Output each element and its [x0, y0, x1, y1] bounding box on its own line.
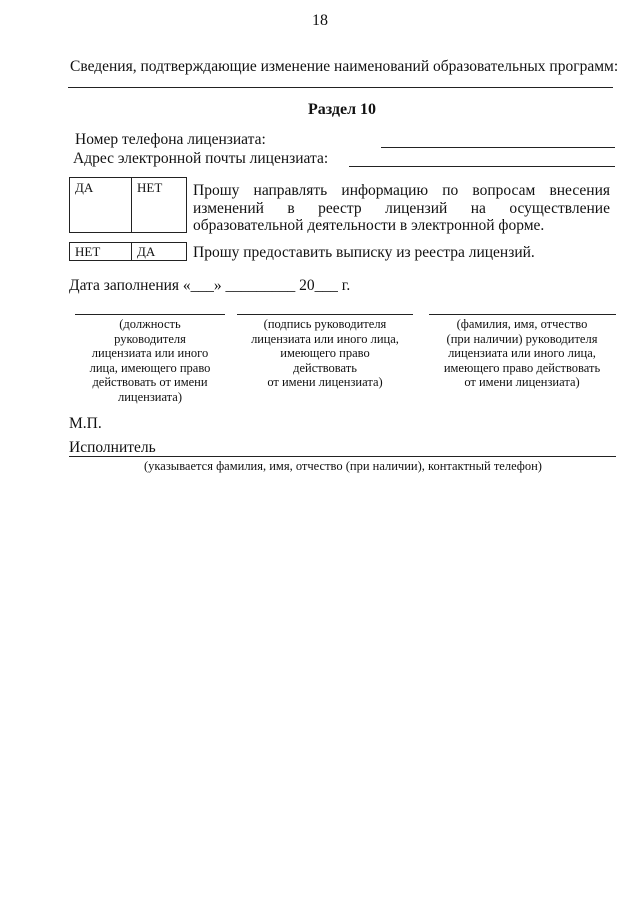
- position-caption: (должность руководителя лицензиата или иного лица, имеющего право действовать от имени лицензиата): [89, 317, 211, 404]
- position-signature-line[interactable]: [75, 314, 225, 315]
- electronic-form-request-text: Прошу направлять информацию по вопросам внесения изменений в реестр лицензий на осуществление образовательной деятельности в электронной форме.: [193, 182, 610, 234]
- page-number: 18: [312, 12, 328, 29]
- signature-caption: (подпись руководителя лицензиата или иного лица, имеющего право действовать от имени лицензиата): [251, 317, 399, 390]
- yes-label: ДА: [75, 180, 94, 195]
- yes-label: ДА: [137, 244, 156, 259]
- seal-label: М.П.: [69, 415, 102, 432]
- no-label: НЕТ: [137, 180, 163, 195]
- phone-label: Номер телефона лицензиата:: [75, 131, 266, 148]
- extract-no-checkbox[interactable]: [70, 243, 131, 260]
- section-title: Раздел 10: [307, 101, 377, 118]
- executor-line[interactable]: [69, 456, 616, 457]
- intro-text: Сведения, подтверждающие изменение наименований образовательных программ:: [70, 58, 619, 75]
- extract-request-text: Прошу предоставить выписку из реестра лицензий.: [193, 244, 535, 261]
- email-field-line[interactable]: [349, 166, 615, 167]
- intro-rule: [68, 87, 613, 88]
- extract-checkbox-group: [69, 242, 187, 261]
- signature-line[interactable]: [237, 314, 413, 315]
- name-caption: (фамилия, имя, отчество (при наличии) руководителя лицензиата или иного лица, имеющего право действовать от имени лицензиата): [443, 317, 601, 390]
- email-label: Адрес электронной почты лицензиата:: [73, 150, 329, 167]
- electronic-form-checkbox-group: [69, 177, 187, 233]
- fill-date-line[interactable]: Дата заполнения «___» _________ 20___ г.: [69, 277, 351, 294]
- no-label: НЕТ: [75, 244, 101, 259]
- name-signature-line[interactable]: [429, 314, 616, 315]
- extract-yes-checkbox[interactable]: [131, 243, 186, 260]
- electronic-form-yes-checkbox[interactable]: [70, 178, 131, 232]
- executor-label: Исполнитель: [69, 439, 156, 456]
- phone-field-line[interactable]: [381, 147, 615, 148]
- executor-note: (указывается фамилия, имя, отчество (при наличии), контактный телефон): [144, 459, 542, 473]
- electronic-form-no-checkbox[interactable]: [131, 178, 186, 232]
